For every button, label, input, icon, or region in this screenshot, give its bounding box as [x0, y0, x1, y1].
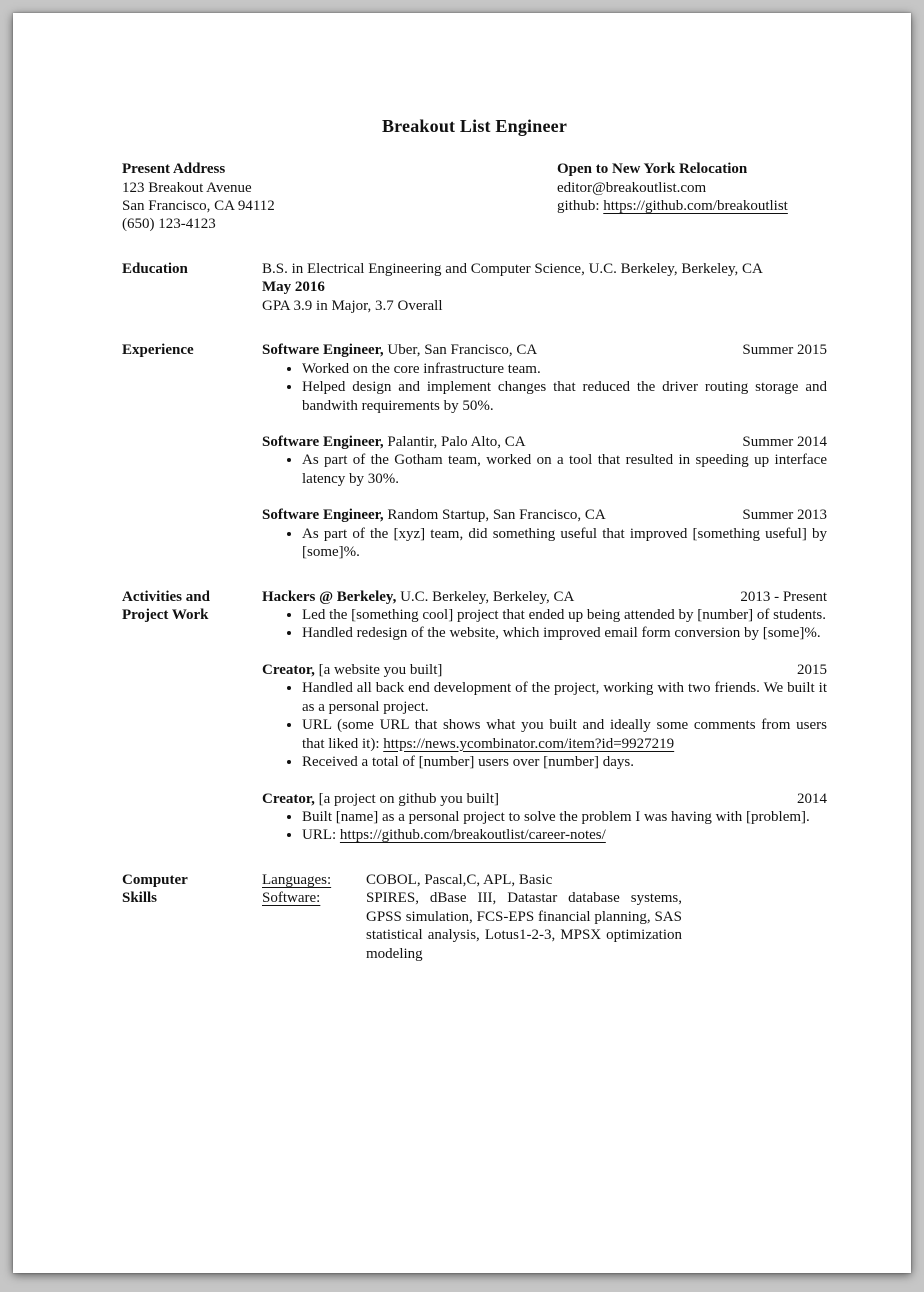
- activities-label-line: Project Work: [122, 607, 209, 623]
- relocation-heading: Open to New York Relocation: [557, 161, 748, 178]
- github-line: [557, 197, 827, 215]
- entry-date: Summer 2014: [742, 433, 827, 450]
- entry-title: Software Engineer,: [262, 342, 384, 359]
- gpa-line: GPA 3.9 in Major, 3.7 Overall: [262, 297, 443, 314]
- skill-list: SPIRES, dBase III, Datastar database systems, GPSS simulation, FCS-EPS financial planning, SAS statistical analysis, Lotus1-2-3, MPSX optimization modeling: [366, 890, 682, 962]
- bullet-text: URL:: [302, 827, 340, 844]
- activity-entry: [262, 661, 827, 772]
- activities-body: [262, 588, 827, 845]
- bullet-item: • Handled redesign of the website, which improved email form conversion by [some]%.: [302, 624, 827, 642]
- entry-heading: [262, 790, 827, 808]
- education-section: [122, 260, 827, 315]
- bullet-item: • Helped design and implement changes that reduced the driver routing storage and bandwith requirements by 50%.: [302, 378, 827, 415]
- entry-bullets: [262, 451, 827, 488]
- entry-title: Creator,: [262, 790, 315, 807]
- entry-bullets: [262, 808, 827, 845]
- entry-heading: [262, 588, 827, 606]
- bullet-item: • As part of the Gotham team, worked on a tool that resulted in speeding up interface latency by 30%.: [302, 451, 827, 488]
- contact-relocation-block: [557, 160, 827, 234]
- skill-category: Languages:: [262, 871, 332, 888]
- graduation-date: May 2016: [262, 279, 325, 296]
- activities-label-line: Activities and: [122, 588, 210, 605]
- bullet-text: URL (some URL that shows what you built and ideally some comments from users that liked it):: [302, 717, 827, 752]
- entry-title: Software Engineer,: [262, 433, 384, 450]
- entry-subtitle: Palantir, Palo Alto, CA: [383, 433, 526, 450]
- experience-entry: [262, 506, 827, 561]
- email-address: editor@breakoutlist.com: [557, 179, 707, 196]
- entry-subtitle: U.C. Berkeley, Berkeley, CA: [396, 588, 575, 605]
- activity-entry: [262, 790, 827, 845]
- bullet-item: • Handled all back end development of the project, working with two friends. We built it as a personal project.: [302, 679, 827, 716]
- skills-section: [122, 871, 827, 963]
- entry-date: Summer 2013: [742, 507, 827, 524]
- address-line: San Francisco, CA 94112: [122, 198, 275, 214]
- entry-heading: [262, 341, 827, 359]
- entry-date: 2015: [797, 661, 827, 678]
- present-address-heading: Present Address: [122, 161, 226, 178]
- skills-body: [262, 871, 827, 963]
- activities-section-label: [122, 588, 262, 845]
- skill-category: Software:: [262, 890, 321, 907]
- entry-subtitle: [a website you built]: [314, 661, 443, 678]
- entry-subtitle: [a project on github you built]: [314, 790, 500, 807]
- skills-label-line: Computer: [122, 871, 188, 888]
- skills-label-line: Skills: [122, 890, 158, 907]
- entry-subtitle: Uber, San Francisco, CA: [383, 342, 538, 359]
- bullet-item: • Worked on the core infrastructure team.: [302, 360, 827, 378]
- hackernews-link[interactable]: https://news.ycombinator.com/item?id=9927219: [383, 735, 675, 752]
- entry-bullets: [262, 525, 827, 562]
- entry-heading: [262, 506, 827, 524]
- github-profile-link[interactable]: https://github.com/breakoutlist: [603, 198, 788, 214]
- skill-row: [262, 889, 827, 963]
- entry-bullets: [262, 360, 827, 415]
- entry-date: Summer 2015: [742, 342, 827, 359]
- entry-bullets: [262, 606, 827, 643]
- entry-title: Creator,: [262, 661, 315, 678]
- activities-section: [122, 588, 827, 845]
- bullet-item: • Built [name] as a personal project to solve the problem I was having with [problem].: [302, 808, 827, 826]
- skill-row: [262, 871, 827, 889]
- phone-number: (650) 123-4123: [122, 216, 216, 233]
- skill-list: COBOL, Pascal,C, APL, Basic: [366, 871, 553, 888]
- github-project-link[interactable]: https://github.com/breakoutlist/career-notes/: [339, 827, 606, 844]
- entry-subtitle: Random Startup, San Francisco, CA: [383, 507, 606, 524]
- experience-entry: [262, 433, 827, 488]
- activity-entry: [262, 588, 827, 643]
- address-line: 123 Breakout Avenue: [122, 179, 252, 196]
- resume-page: [13, 13, 911, 1273]
- contact-header: [122, 160, 827, 234]
- experience-section-label: Experience: [122, 342, 194, 359]
- education-section-label: Education: [122, 260, 188, 277]
- experience-entry: [262, 341, 827, 415]
- degree-line: B.S. in Electrical Engineering and Computer Science, U.C. Berkeley, Berkeley, CA: [262, 260, 763, 277]
- entry-date: 2014: [797, 790, 827, 807]
- skills-section-label: [122, 871, 262, 963]
- entry-title: Software Engineer,: [262, 507, 384, 524]
- github-prefix: github:: [557, 198, 604, 214]
- entry-heading: [262, 433, 827, 451]
- entry-heading: [262, 661, 827, 679]
- page-title: Breakout List Engineer: [381, 116, 568, 136]
- bullet-item: • Received a total of [number] users over [number] days.: [302, 753, 827, 771]
- experience-body: [262, 341, 827, 561]
- bullet-item: [302, 826, 827, 844]
- bullet-item: • Led the [something cool] project that ended up being attended by [number] of students.: [302, 606, 827, 624]
- entry-date: 2013 - Present: [740, 588, 827, 605]
- bullet-item: • As part of the [xyz] team, did something useful that improved [something useful] by [some]%.: [302, 525, 827, 562]
- contact-address-block: [122, 160, 557, 234]
- entry-bullets: [262, 679, 827, 771]
- bullet-item: [302, 716, 827, 753]
- entry-title: Hackers @ Berkeley,: [262, 588, 397, 605]
- experience-section: [122, 341, 827, 561]
- education-body: [262, 260, 827, 315]
